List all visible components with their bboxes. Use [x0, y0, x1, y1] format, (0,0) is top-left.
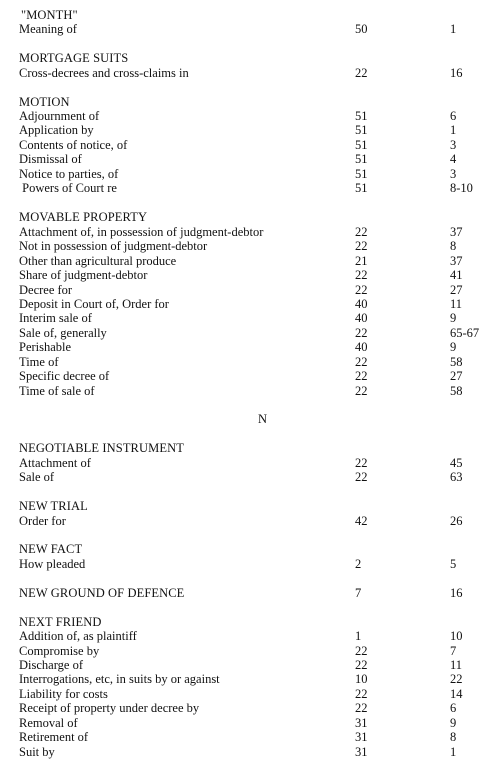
index-entry [0, 22, 491, 37]
entry-text: Interim sale of [19, 311, 92, 325]
index-entry [0, 181, 491, 196]
index-entry [0, 658, 491, 673]
entry-order-number: 1 [450, 22, 457, 36]
index-heading [0, 210, 491, 225]
entry-order-number: 3 [450, 138, 457, 152]
entry-text: Contents of notice, of [19, 138, 128, 152]
entry-order-number: 27 [450, 283, 463, 297]
entry-rule-number: 51 [355, 167, 368, 181]
entry-text: Suit by [19, 745, 55, 759]
index-heading [0, 51, 491, 66]
entry-order-number: 8 [450, 239, 457, 253]
heading-text: MOVABLE PROPERTY [19, 210, 148, 224]
entry-order-number: 1 [450, 123, 457, 137]
entry-rule-number: 22 [355, 470, 368, 484]
entry-rule-number: 22 [355, 456, 368, 470]
entry-order-number: 7 [450, 644, 457, 658]
index-entry [0, 355, 491, 370]
index-entry [0, 456, 491, 471]
entry-text: Receipt of property under decree by [19, 701, 200, 715]
entry-order-number: 10 [450, 629, 463, 643]
entry-order-number: 41 [450, 268, 463, 282]
entry-order-number: 6 [450, 109, 457, 123]
index-entry [0, 687, 491, 702]
index-entry [0, 152, 491, 167]
entry-text: Not in possession of judgment-debtor [19, 239, 208, 253]
entry-order-number: 5 [450, 557, 457, 571]
index-entry [0, 470, 491, 485]
index-entry [0, 384, 491, 399]
entry-text: Retirement of [19, 730, 89, 744]
letter-divider: N [257, 412, 268, 426]
entry-order-number: 9 [450, 716, 457, 730]
index-entry [0, 557, 491, 572]
entry-order-number: 63 [450, 470, 463, 484]
entry-text: Addition of, as plaintiff [19, 629, 137, 643]
index-entry [0, 326, 491, 341]
entry-text: Discharge of [19, 658, 83, 672]
index-entry [0, 239, 491, 254]
entry-text: Time of [19, 355, 59, 369]
entry-rule-number: 22 [355, 326, 368, 340]
index-entry [0, 254, 491, 269]
entry-order-number: 58 [450, 355, 463, 369]
entry-text: Powers of Court re [19, 181, 117, 195]
index-entry [0, 283, 491, 298]
entry-text: Other than agricultural produce [19, 254, 177, 268]
entry-order-number: 4 [450, 152, 457, 166]
entry-rule-number: 2 [355, 557, 362, 571]
entry-order-number: 26 [450, 514, 463, 528]
index-entry [0, 716, 491, 731]
index-heading [0, 95, 491, 110]
entry-text: Dismissal of [19, 152, 82, 166]
index-entry [0, 340, 491, 355]
entry-rule-number: 51 [355, 138, 368, 152]
entry-order-number: 8-10 [450, 181, 473, 195]
index-entry [0, 123, 491, 138]
entry-rule-number: 1 [355, 629, 362, 643]
entry-rule-number: 22 [355, 239, 368, 253]
entry-text: Deposit in Court of, Order for [19, 297, 169, 311]
entry-rule-number: 51 [355, 109, 368, 123]
heading-text: NEW GROUND OF DEFENCE [19, 586, 185, 600]
entry-text: Sale of [19, 470, 55, 484]
entry-order-number: 22 [450, 672, 463, 686]
entry-rule-number: 22 [355, 225, 368, 239]
entry-rule-number: 22 [355, 268, 368, 282]
entry-order-number: 65-67 [450, 326, 480, 340]
entry-rule-number: 51 [355, 181, 368, 195]
index-entry [0, 672, 491, 687]
heading-text: NEW FACT [19, 542, 83, 556]
entry-text: Compromise by [19, 644, 100, 658]
index-heading [0, 441, 491, 456]
entry-rule-number: 31 [355, 716, 368, 730]
entry-order-number: 16 [450, 586, 463, 600]
entry-text: Sale of, generally [19, 326, 107, 340]
entry-order-number: 14 [450, 687, 463, 701]
entry-rule-number: 22 [355, 384, 368, 398]
entry-rule-number: 22 [355, 658, 368, 672]
entry-rule-number: 42 [355, 514, 368, 528]
heading-text: NEGOTIABLE INSTRUMENT [19, 441, 184, 455]
entry-order-number: 16 [450, 66, 463, 80]
entry-text: Adjournment of [19, 109, 100, 123]
heading-text: "MONTH" [21, 8, 78, 22]
entry-text: Notice to parties, of [19, 167, 119, 181]
index-entry [0, 644, 491, 659]
entry-rule-number: 31 [355, 730, 368, 744]
entry-order-number: 45 [450, 456, 463, 470]
entry-text: Perishable [19, 340, 72, 354]
index-entry [0, 138, 491, 153]
index-entry [0, 701, 491, 716]
index-heading [0, 499, 491, 514]
index-heading [0, 8, 491, 23]
entry-text: Meaning of [19, 22, 77, 36]
entry-rule-number: 22 [355, 369, 368, 383]
index-heading [0, 615, 491, 630]
entry-rule-number: 22 [355, 66, 368, 80]
entry-text: Time of sale of [19, 384, 95, 398]
entry-rule-number: 22 [355, 355, 368, 369]
index-entry [0, 745, 491, 760]
entry-order-number: 37 [450, 225, 463, 239]
entry-rule-number: 21 [355, 254, 368, 268]
entry-rule-number: 10 [355, 672, 368, 686]
entry-rule-number: 40 [355, 311, 368, 325]
heading-text: NEXT FRIEND [19, 615, 102, 629]
index-entry [0, 297, 491, 312]
entry-order-number: 3 [450, 167, 457, 181]
entry-text: Share of judgment-debtor [19, 268, 148, 282]
index-entry [0, 730, 491, 745]
entry-text: Specific decree of [19, 369, 110, 383]
index-entry [0, 225, 491, 240]
entry-order-number: 6 [450, 701, 457, 715]
entry-rule-number: 51 [355, 123, 368, 137]
entry-text: Attachment of, in possession of judgment-debtor [19, 225, 264, 239]
entry-rule-number: 50 [355, 22, 368, 36]
entry-order-number: 37 [450, 254, 463, 268]
index-entry [0, 268, 491, 283]
index-entry [0, 167, 491, 182]
entry-order-number: 11 [450, 658, 463, 672]
index-entry [0, 66, 491, 81]
entry-order-number: 1 [450, 745, 457, 759]
entry-order-number: 8 [450, 730, 457, 744]
entry-text: Removal of [19, 716, 78, 730]
entry-rule-number: 31 [355, 745, 368, 759]
index-entry [0, 514, 491, 529]
entry-rule-number: 40 [355, 340, 368, 354]
entry-text: Application by [19, 123, 94, 137]
entry-rule-number: 7 [355, 586, 362, 600]
index-heading [0, 542, 491, 557]
heading-text: NEW TRIAL [19, 499, 88, 513]
entry-text: Order for [19, 514, 66, 528]
index-entry [0, 629, 491, 644]
heading-text: MORTGAGE SUITS [19, 51, 129, 65]
index-entry [0, 369, 491, 384]
entry-text: Liability for costs [19, 687, 108, 701]
entry-order-number: 58 [450, 384, 463, 398]
entry-text: Decree for [19, 283, 73, 297]
entry-rule-number: 51 [355, 152, 368, 166]
entry-order-number: 9 [450, 340, 457, 354]
entry-text: Interrogations, etc, in suits by or against [19, 672, 220, 686]
entry-order-number: 9 [450, 311, 457, 325]
heading-text: MOTION [19, 95, 70, 109]
index-entry [0, 109, 491, 124]
entry-rule-number: 40 [355, 297, 368, 311]
entry-rule-number: 22 [355, 283, 368, 297]
entry-text: How pleaded [19, 557, 86, 571]
entry-rule-number: 22 [355, 701, 368, 715]
entry-order-number: 27 [450, 369, 463, 383]
index-entry [0, 311, 491, 326]
entry-rule-number: 22 [355, 687, 368, 701]
index-heading [0, 586, 491, 601]
entry-text: Cross-decrees and cross-claims in [19, 66, 189, 80]
entry-text: Attachment of [19, 456, 91, 470]
entry-rule-number: 22 [355, 644, 368, 658]
entry-order-number: 11 [450, 297, 463, 311]
